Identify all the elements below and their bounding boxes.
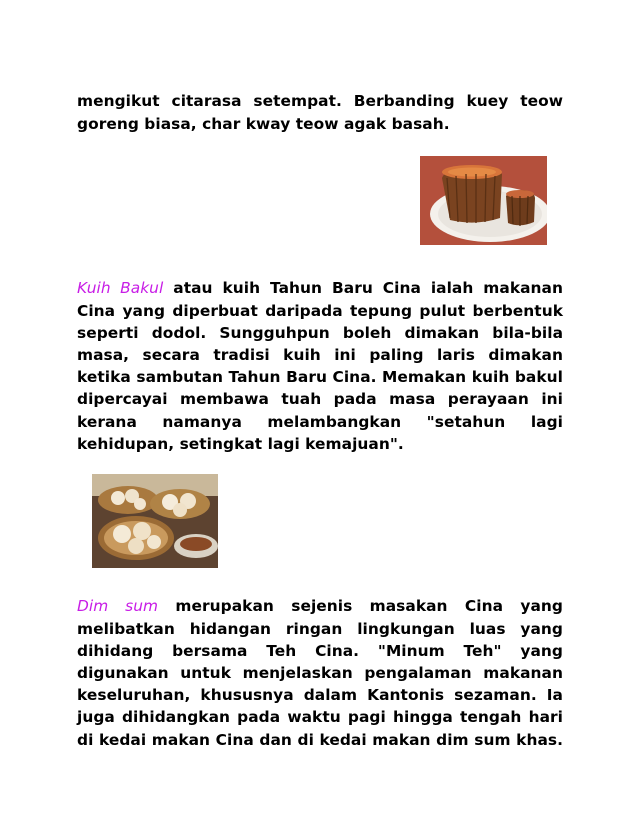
kuih-bakul-illustration (420, 156, 547, 245)
dim-sum-illustration (92, 474, 218, 568)
dim-sum-paragraph (77, 595, 563, 750)
intro-paragraph: mengikut citarasa setempat. Berbanding kuey teow goreng biasa, char kway teow agak basah. (77, 92, 563, 133)
kuih-bakul-text: atau kuih Tahun Baru Cina ialah makanan Cina yang diperbuat daripada tepung pulut berbentuk seperti dodol. Sungguhpun boleh dimakan bila-bila masa, secara tradisi kuih ini paling laris dimakan ketika sambutan Tahun Baru Cina. Memakan kuih bakul dipercayai membawa tuah pada masa perayaan ini kerana namanya melambangkan "setahun lagi kehidupan, setingkat lagi kemajuan". (77, 279, 564, 453)
dim-sum-term: Dim sum (77, 597, 159, 616)
kuih-bakul-photo (420, 156, 547, 245)
dim-sum-text: merupakan sejenis masakan Cina yang melibatkan hidangan ringan lingkungan luas yang dihidang bersama Teh Cina. "Minum Teh" yang digunakan untuk menjelaskan pengalaman makanan keseluruhan, khususnya dalam Kantonis sezaman. Ia juga dihidangkan pada waktu pagi hingga tengah hari di kedai makan Cina dan di kedai makan dim sum khas. (77, 597, 563, 749)
kuih-bakul-paragraph (77, 277, 563, 455)
dim-sum-photo (92, 474, 218, 568)
kuih-bakul-term: Kuih Bakul (77, 279, 164, 298)
